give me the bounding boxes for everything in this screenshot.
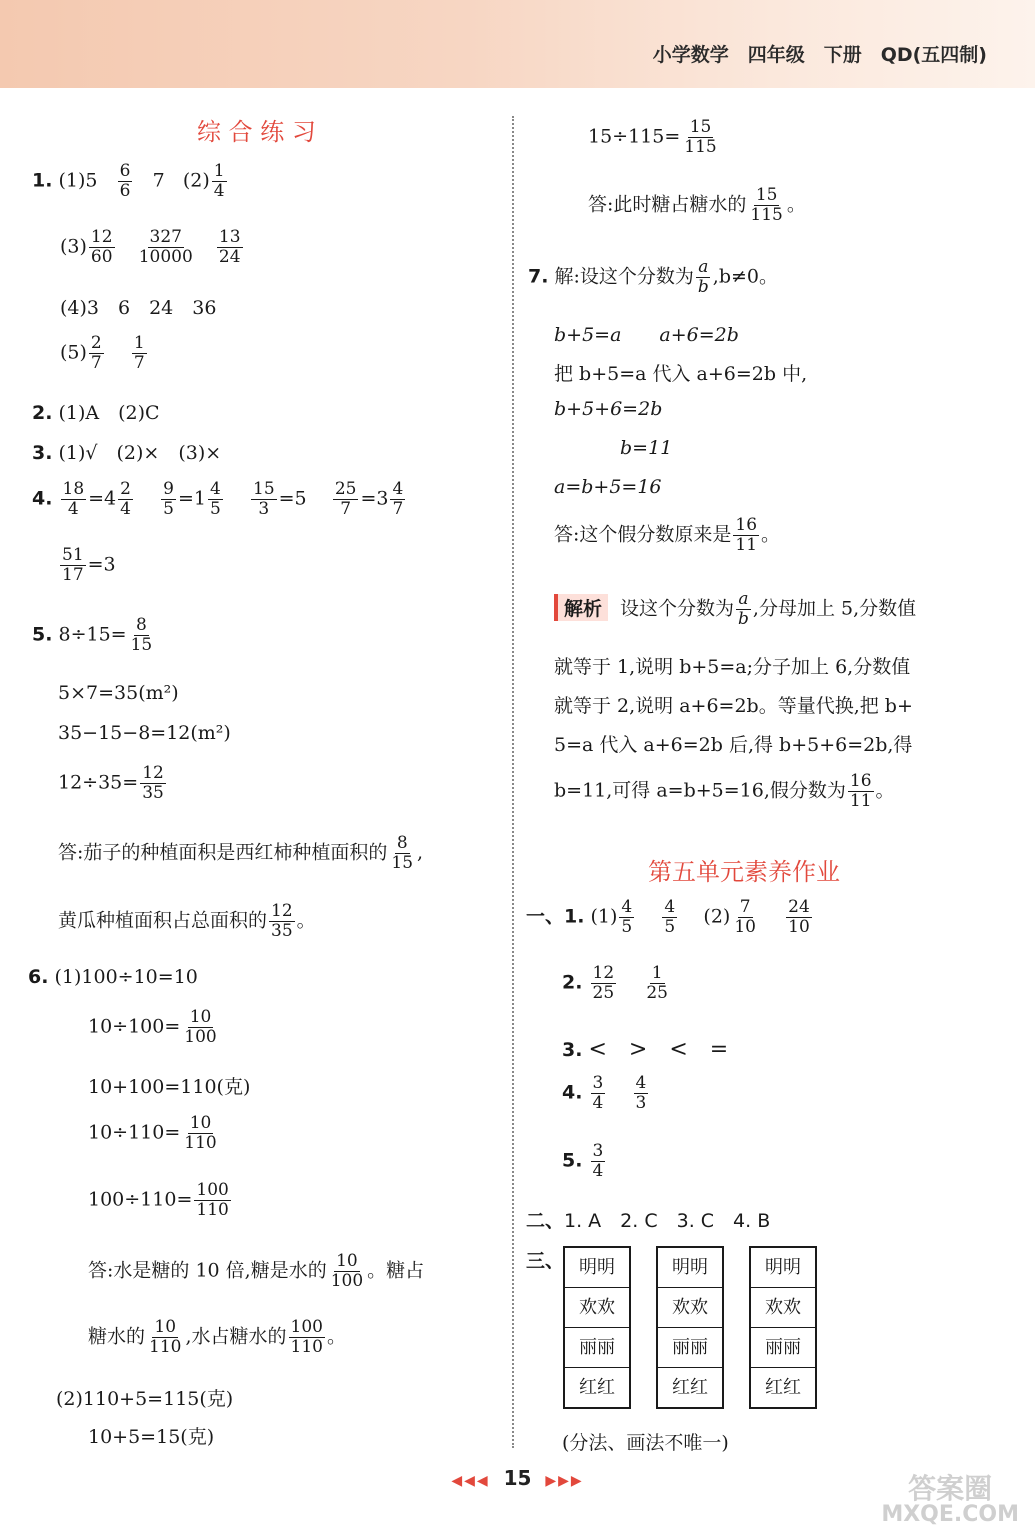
numerator: 13 bbox=[218, 227, 241, 247]
q7-line3: 把 b+5=a 代入 a+6=2b 中, bbox=[554, 363, 808, 385]
fraction bbox=[140, 764, 166, 803]
denominator: 10000 bbox=[138, 247, 193, 268]
denominator: 6 bbox=[119, 181, 131, 202]
q7-line5: b=11 bbox=[620, 437, 673, 459]
fraction bbox=[619, 898, 634, 937]
page-number: 15 bbox=[503, 1466, 532, 1490]
q4-line2: $\frac{51}{17}$ =3 bbox=[62, 545, 116, 586]
numerator: 3 bbox=[592, 1141, 604, 1161]
denominator: 4 bbox=[592, 1093, 604, 1114]
fraction bbox=[118, 480, 133, 519]
denominator: 5 bbox=[664, 917, 676, 938]
table-cell: 欢欢 bbox=[751, 1288, 815, 1328]
denominator: 4 bbox=[592, 1161, 604, 1182]
analysis-line3: 就等于 2,说明 a+6=2b。等量代换,把 b+ bbox=[554, 695, 913, 717]
q5-line1: 5. 8÷15= $\frac{8}{15}$ bbox=[32, 615, 153, 656]
fraction bbox=[696, 258, 711, 297]
denominator: 10 bbox=[734, 917, 756, 938]
section-three-label: 三、 bbox=[526, 1250, 565, 1272]
denominator: 7 bbox=[133, 353, 145, 374]
fraction bbox=[736, 590, 751, 629]
q7-line2: b+5=a a+6=2b bbox=[554, 324, 739, 346]
q5-answer2: 黄瓜种植面积占总面积的 $\frac{12}{35}$ 。 bbox=[58, 901, 316, 942]
q6-answer1: 答:水是糖的 10 倍,糖是水的 $\frac{10}{100}$ 。糖占 bbox=[88, 1251, 425, 1292]
fraction bbox=[644, 964, 670, 1003]
denominator: 110 bbox=[149, 1337, 182, 1358]
q1-line1: 1. (1)5 $\frac{6}{6}$ 7 (2) $\frac{1}{4}$ bbox=[32, 161, 225, 202]
numerator: 15 bbox=[755, 185, 778, 205]
denominator: b bbox=[697, 277, 709, 298]
numerator: 10 bbox=[336, 1251, 358, 1271]
numerator: 1 bbox=[213, 161, 225, 181]
page-footer bbox=[0, 1466, 1035, 1490]
fraction bbox=[662, 898, 677, 937]
numerator: a bbox=[698, 257, 709, 277]
numerator: 12 bbox=[271, 901, 293, 921]
denominator: 60 bbox=[90, 247, 113, 268]
fraction bbox=[182, 1114, 218, 1153]
q6-line7: 10+5=15(克) bbox=[88, 1426, 215, 1448]
table-cell: 明明 bbox=[658, 1248, 722, 1288]
denominator: 110 bbox=[196, 1200, 229, 1221]
numerator: 8 bbox=[136, 615, 147, 635]
grid-table-3 bbox=[749, 1246, 817, 1409]
q2: 2. (1)A (2)C bbox=[32, 402, 160, 424]
q7-line4: b+5+6=2b bbox=[554, 398, 663, 420]
denominator: 115 bbox=[750, 205, 783, 226]
page-header bbox=[0, 0, 1035, 88]
fraction bbox=[591, 1142, 606, 1181]
fraction bbox=[129, 616, 155, 655]
denominator: 35 bbox=[142, 783, 164, 804]
numerator: 25 bbox=[334, 479, 357, 499]
numerator: a bbox=[738, 589, 749, 609]
denominator: 11 bbox=[735, 535, 758, 556]
q1-line4: (4)3 6 24 36 bbox=[60, 297, 217, 319]
fraction bbox=[137, 228, 195, 267]
denominator: 100 bbox=[330, 1271, 364, 1292]
numerator: 3 bbox=[592, 1073, 604, 1093]
fraction bbox=[333, 480, 359, 519]
left-section-title: 综 合 练 习 bbox=[197, 118, 316, 146]
fraction bbox=[147, 1318, 183, 1357]
numerator: 8 bbox=[396, 833, 408, 853]
numerator: 10 bbox=[154, 1317, 177, 1337]
numerator: 100 bbox=[290, 1317, 323, 1337]
q6-line1: 6. (1)100÷10=10 bbox=[28, 966, 198, 988]
numerator: 4 bbox=[664, 897, 676, 917]
denominator: b bbox=[738, 609, 749, 630]
denominator: 115 bbox=[684, 137, 717, 158]
numerator: 10 bbox=[189, 1007, 212, 1027]
denominator: 24 bbox=[218, 247, 241, 268]
table-cell: 欢欢 bbox=[565, 1288, 629, 1328]
right-section-title: 第五单元素养作业 bbox=[648, 858, 840, 886]
fraction bbox=[733, 516, 759, 555]
fraction bbox=[634, 1074, 649, 1113]
fraction bbox=[182, 1008, 218, 1047]
numerator: 15 bbox=[689, 117, 712, 137]
numerator: 7 bbox=[739, 897, 751, 917]
analysis-line5: b=11,可得 a=b+5=16,假分数为 $\frac{16}{11}$ 。 bbox=[554, 771, 895, 812]
q7-answer: 答:这个假分数原来是 $\frac{16}{11}$ 。 bbox=[554, 515, 781, 556]
denominator: 7 bbox=[392, 499, 404, 520]
prev-arrows-icon: ◀◀◀ bbox=[451, 1473, 490, 1489]
denominator: 4 bbox=[120, 499, 131, 520]
denominator: 3 bbox=[635, 1093, 647, 1114]
r-line1: 15÷115= $\frac{15}{115}$ bbox=[588, 117, 717, 158]
r-answer: 答:此时糖占糖水的 $\frac{15}{115}$ 。 bbox=[588, 185, 806, 226]
grid-table-2 bbox=[656, 1246, 724, 1409]
numerator: 15 bbox=[253, 479, 275, 499]
denominator: 11 bbox=[849, 791, 872, 812]
fraction bbox=[217, 228, 243, 267]
analysis-line2: 就等于 1,说明 b+5=a;分子加上 6,分数值 bbox=[554, 656, 911, 678]
table-cell: 丽丽 bbox=[751, 1328, 815, 1368]
analysis-line1: 解析 设这个分数为 $\frac{a}{b}$ ,分母加上 5,分数值 bbox=[554, 590, 916, 629]
q7-line6: a=b+5=16 bbox=[554, 476, 662, 498]
q6-line4: 10÷110= $\frac{10}{110}$ bbox=[88, 1113, 217, 1154]
q1-line5: (5) $\frac{2}{7}$ $\frac{1}{7}$ bbox=[60, 333, 145, 374]
fraction bbox=[289, 1318, 325, 1357]
denominator: 5 bbox=[163, 499, 174, 520]
numerator: 18 bbox=[62, 479, 85, 499]
fraction bbox=[389, 834, 415, 873]
numerator: 327 bbox=[149, 227, 182, 247]
fraction bbox=[682, 118, 718, 157]
denominator: 100 bbox=[184, 1027, 217, 1048]
watermark-logo: 答案圈 MXQE.COM bbox=[881, 1471, 1019, 1527]
next-arrows-icon: ▶▶▶ bbox=[545, 1473, 584, 1489]
denominator: 3 bbox=[258, 499, 270, 520]
q7-line1: 7. 解:设这个分数为 $\frac{a}{b}$ ,b≠0。 bbox=[528, 257, 779, 298]
fraction bbox=[848, 772, 874, 811]
denominator: 7 bbox=[90, 353, 102, 374]
denominator: 35 bbox=[271, 921, 293, 942]
numerator: 9 bbox=[163, 479, 174, 499]
header-title: 小学数学 四年级 下册 QD(五四制) bbox=[652, 44, 987, 66]
column-divider bbox=[512, 116, 514, 1448]
q6-line5: 100÷110= $\frac{100}{110}$ bbox=[88, 1180, 229, 1221]
u2-line: 2. $\frac{12}{25}$ $\frac{1}{25}$ bbox=[562, 963, 668, 1004]
table-cell: 欢欢 bbox=[658, 1288, 722, 1328]
denominator: 4 bbox=[67, 499, 79, 520]
q6-line6: (2)110+5=115(克) bbox=[56, 1388, 234, 1410]
table-cell: 红红 bbox=[672, 1377, 708, 1398]
q1-line3: (3) $\frac{12}{60}$ $\frac{327}{10000}$ $\frac{13}{24}$ bbox=[60, 227, 241, 268]
numerator: 4 bbox=[210, 479, 221, 499]
q6-line3: 10+100=110(克) bbox=[88, 1076, 251, 1098]
numerator: 2 bbox=[90, 333, 102, 353]
u3-line: 3. < > < = bbox=[562, 1037, 729, 1062]
denominator: 5 bbox=[210, 499, 221, 520]
fraction bbox=[208, 480, 223, 519]
table-cell: 丽丽 bbox=[565, 1328, 629, 1368]
analysis-tag: 解析 bbox=[554, 594, 608, 621]
fraction bbox=[591, 964, 617, 1003]
q6-line2: 10÷100= $\frac{10}{100}$ bbox=[88, 1007, 217, 1048]
fraction bbox=[390, 480, 405, 519]
fraction bbox=[591, 1074, 606, 1113]
fraction bbox=[748, 186, 784, 225]
table-cell: 丽丽 bbox=[658, 1328, 722, 1368]
analysis-line4: 5=a 代入 a+6=2b 后,得 b+5+6=2b,得 bbox=[554, 734, 913, 756]
q5-line3: 35−15−8=12(m²) bbox=[58, 722, 231, 744]
numerator: 51 bbox=[62, 545, 84, 565]
numerator: 16 bbox=[849, 771, 872, 791]
numerator: 12 bbox=[592, 963, 615, 983]
fraction bbox=[786, 898, 812, 937]
denominator: 25 bbox=[646, 983, 668, 1004]
u1-line: 一、1. (1) $\frac{4}{5}$ $\frac{4}{5}$ (2) $\frac{7}{10}$ $\frac{24}{10}$ bbox=[526, 897, 810, 938]
numerator: 100 bbox=[196, 1180, 229, 1200]
numerator: 4 bbox=[621, 897, 633, 917]
q6-answer2: 糖水的 $\frac{10}{110}$ ,水占糖水的 $\frac{100}{110}$ 。 bbox=[88, 1317, 346, 1358]
q5-answer1: 答:茄子的种植面积是西红柿种植面积的 $\frac{8}{15}$ , bbox=[58, 833, 424, 874]
denominator: 17 bbox=[62, 565, 84, 586]
fraction bbox=[212, 162, 227, 201]
denominator: 25 bbox=[592, 983, 615, 1004]
numerator: 24 bbox=[788, 897, 810, 917]
denominator: 7 bbox=[340, 499, 352, 520]
fraction bbox=[269, 902, 295, 941]
table-cell: 明明 bbox=[565, 1248, 629, 1288]
table-cell: 明明 bbox=[751, 1248, 815, 1288]
numerator: 1 bbox=[133, 333, 145, 353]
table-cell: 红红 bbox=[579, 1377, 615, 1398]
numerator: 4 bbox=[635, 1073, 647, 1093]
fraction bbox=[132, 334, 147, 373]
fraction bbox=[89, 228, 115, 267]
fraction bbox=[89, 334, 104, 373]
denominator: 110 bbox=[184, 1133, 217, 1154]
section-two: 二、1. A 2. C 3. C 4. B bbox=[526, 1210, 771, 1232]
q5-line4: 12÷35= $\frac{12}{35}$ bbox=[58, 763, 164, 804]
section-three-note: (分法、画法不唯一) bbox=[562, 1432, 729, 1454]
fraction bbox=[329, 1252, 365, 1291]
fraction bbox=[118, 162, 133, 201]
fraction bbox=[60, 546, 86, 585]
fraction bbox=[194, 1181, 230, 1220]
denominator: 4 bbox=[213, 181, 225, 202]
denominator: 10 bbox=[788, 917, 810, 938]
u4-line: 4. $\frac{3}{4}$ $\frac{4}{3}$ bbox=[562, 1073, 647, 1114]
numerator: 2 bbox=[120, 479, 131, 499]
q3: 3. (1)√ (2)× (3)× bbox=[32, 442, 222, 464]
numerator: 4 bbox=[392, 479, 404, 499]
fraction bbox=[251, 480, 277, 519]
table-cell: 红红 bbox=[765, 1377, 801, 1398]
denominator: 15 bbox=[130, 635, 153, 656]
q5-line2: 5×7=35(m²) bbox=[58, 682, 179, 704]
denominator: 5 bbox=[621, 917, 633, 938]
fraction bbox=[732, 898, 758, 937]
denominator: 15 bbox=[391, 853, 414, 874]
numerator: 16 bbox=[735, 515, 758, 535]
denominator: 110 bbox=[290, 1337, 323, 1358]
numerator: 6 bbox=[119, 161, 131, 181]
q4-line1: 4. $\frac{18}{4}$ =4 $\frac{2}{4}$ $\frac{9}{5}$ =1 $\frac{4}{5}$ $\frac{15}{3}$ =5 $\frac{25}{7}$ =3 $\frac{4}{7}$ bbox=[32, 479, 404, 520]
numerator: 12 bbox=[142, 763, 164, 783]
numerator: 12 bbox=[90, 227, 113, 247]
fraction bbox=[161, 480, 176, 519]
grid-table-1 bbox=[563, 1246, 631, 1409]
numerator: 1 bbox=[651, 963, 663, 983]
fraction bbox=[61, 480, 87, 519]
numerator: 10 bbox=[189, 1113, 212, 1133]
u5-line: 5. $\frac{3}{4}$ bbox=[562, 1141, 604, 1182]
